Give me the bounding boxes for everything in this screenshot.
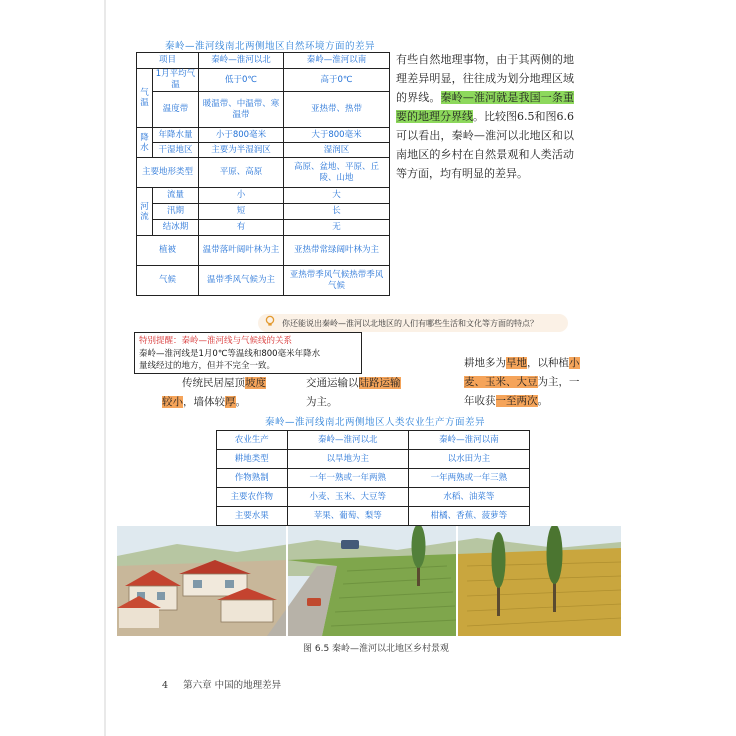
note-line: 秦岭—淮河线是1月0℃等温线和800毫米年降水 xyxy=(139,348,321,359)
table1-cell-item: 植被 xyxy=(137,236,199,266)
transport-text: 交通运输以 xyxy=(306,377,359,389)
table1-cell-south: 亚热带季风气候热带季风气候 xyxy=(283,266,389,296)
roof-description xyxy=(162,374,287,408)
discussion-question xyxy=(258,314,568,332)
farm-highlight: 小麦、玉米、大豆 xyxy=(464,357,580,388)
agriculture-differences-table xyxy=(216,430,530,526)
table1-cell-item: 年降水量 xyxy=(153,128,199,143)
roof-highlight: 较小 xyxy=(162,396,183,408)
landscape-drawing xyxy=(117,526,621,636)
table2-cell-item: 作物熟制 xyxy=(217,469,288,488)
farm-text: 为主，一年收获 xyxy=(464,376,580,407)
page-binding-edge xyxy=(104,0,106,736)
farmland-description xyxy=(464,354,584,411)
car xyxy=(341,540,359,549)
roof-text: ，墙体较 xyxy=(183,396,225,408)
table1-cell-south: 湿润区 xyxy=(283,143,389,158)
table1-header-north: 秦岭—淮河以北 xyxy=(198,53,283,69)
intro-paragraph xyxy=(396,50,574,183)
note-title: 特别提醒：秦岭—淮河线与气候线的关系 xyxy=(139,336,293,346)
table1-cell-south: 大 xyxy=(283,188,389,204)
roof-text: 。 xyxy=(235,396,246,408)
table2-cell-north: 以旱地为主 xyxy=(287,450,408,469)
table1-cell-south: 高于0℃ xyxy=(283,69,389,92)
table2-header-north: 秦岭—淮河以北 xyxy=(287,431,408,450)
transport-description xyxy=(306,374,426,408)
roof-highlight: 厚 xyxy=(225,396,236,408)
table1-group-river: 河流 xyxy=(137,188,153,236)
table1-cell-item: 结冰期 xyxy=(153,220,199,236)
paragraph-part1: 有些自然地理事物，由于其两侧的地理差异明显，往往成为划分地理区域的界线。 xyxy=(396,53,574,104)
page-footer xyxy=(162,677,293,691)
farm-highlight: 旱地 xyxy=(506,357,527,369)
table1-cell-item: 流量 xyxy=(153,188,199,204)
farm-text: ，以种植 xyxy=(527,357,569,369)
table1-header-south: 秦岭—淮河以南 xyxy=(283,53,389,69)
special-note-box xyxy=(134,332,362,374)
farm-highlight: 一至两次 xyxy=(495,395,538,407)
rural-landscape-illustration xyxy=(117,526,621,636)
table1-cell-north: 温带落叶阔叶林为主 xyxy=(198,236,283,266)
roof-highlight: 坡度 xyxy=(245,377,266,389)
table2-cell-south: 一年两熟或一年三熟 xyxy=(408,469,529,488)
table1-cell-item: 温度带 xyxy=(153,92,199,128)
table2-cell-item: 主要农作物 xyxy=(217,488,288,507)
figure-caption: 图 6.5 秦岭—淮河以北地区乡村景观 xyxy=(303,644,450,654)
table1-cell-south: 亚热带常绿阔叶林为主 xyxy=(283,236,389,266)
table1-cell-north: 有 xyxy=(198,220,283,236)
table1-cell-south: 高原、盆地、平原、丘陵、山地 xyxy=(283,158,389,188)
table1-header-item: 项目 xyxy=(137,53,199,69)
table2-cell-item: 耕地类型 xyxy=(217,450,288,469)
transport-highlight: 陆路运输 xyxy=(358,377,401,389)
table2-title: 秦岭—淮河线南北两侧地区人类农业生产方面差异 xyxy=(264,417,485,428)
table2-cell-south: 以水田为主 xyxy=(408,450,529,469)
note-line: 量线经过的地方，但并不完全一致。 xyxy=(139,361,276,371)
table1-cell-item: 干湿地区 xyxy=(153,143,199,158)
table1-title: 秦岭—淮河线南北两侧地区自然环境方面的差异 xyxy=(164,41,375,52)
table1-cell-north: 短 xyxy=(198,204,283,220)
chapter-title: 第六章 中国的地理差异 xyxy=(183,680,282,691)
table1-cell-item: 汛期 xyxy=(153,204,199,220)
paragraph-highlight: 秦岭—淮河就是我国一条重要的地理分界线 xyxy=(396,91,575,123)
question-text: 你还能说出秦岭—淮河以北地区的人们有哪些生活和文化等方面的特点？ xyxy=(282,318,538,328)
roof-text: 传统民居屋顶 xyxy=(182,377,245,389)
farm-text: 耕地多为 xyxy=(464,357,506,369)
table2-cell-south: 柑橘、香蕉、菠萝等 xyxy=(408,507,529,526)
table1-cell-north: 低于0℃ xyxy=(198,69,283,92)
table1-cell-north: 平原、高原 xyxy=(198,158,283,188)
table2-cell-north: 小麦、玉米、大豆等 xyxy=(287,488,408,507)
table1-cell-south: 长 xyxy=(283,204,389,220)
table1-group-climate: 气温 xyxy=(137,69,153,128)
table1-cell-south: 亚热带、热带 xyxy=(283,92,389,128)
page-number: 4 xyxy=(162,680,169,691)
table1-cell-north: 温带季风气候为主 xyxy=(198,266,283,296)
table2-cell-item: 主要水果 xyxy=(217,507,288,526)
table1-cell-north: 主要为半湿润区 xyxy=(198,143,283,158)
table2-cell-south: 水稻、油菜等 xyxy=(408,488,529,507)
natural-differences-table xyxy=(136,52,390,296)
table1-cell-item: 主要地形类型 xyxy=(137,158,199,188)
table1-group-precip: 降水 xyxy=(137,128,153,158)
table1-cell-south: 无 xyxy=(283,220,389,236)
transport-text: 为主。 xyxy=(306,396,338,408)
table2-header-item: 农业生产 xyxy=(217,431,288,450)
table1-cell-item: 1月平均气温 xyxy=(153,69,199,92)
table1-cell-north: 小于800毫米 xyxy=(198,128,283,143)
table1-cell-item: 气候 xyxy=(137,266,199,296)
table1-cell-south: 大于800毫米 xyxy=(283,128,389,143)
table2-header-south: 秦岭—淮河以南 xyxy=(408,431,529,450)
table2-cell-north: 苹果、葡萄、梨等 xyxy=(287,507,408,526)
paragraph-part2: 。比较图6.5和图6.6可以看出，秦岭—淮河以北地区和以南地区的乡村在自然景观和人类活动等方面，均有明显的差异。 xyxy=(396,110,574,180)
table2-cell-north: 一年一熟或一年两熟 xyxy=(287,469,408,488)
lightbulb-icon xyxy=(262,315,278,331)
table1-cell-north: 暖温带、中温带、寒温带 xyxy=(198,92,283,128)
table1-cell-north: 小 xyxy=(198,188,283,204)
farm-text: 。 xyxy=(537,395,548,407)
